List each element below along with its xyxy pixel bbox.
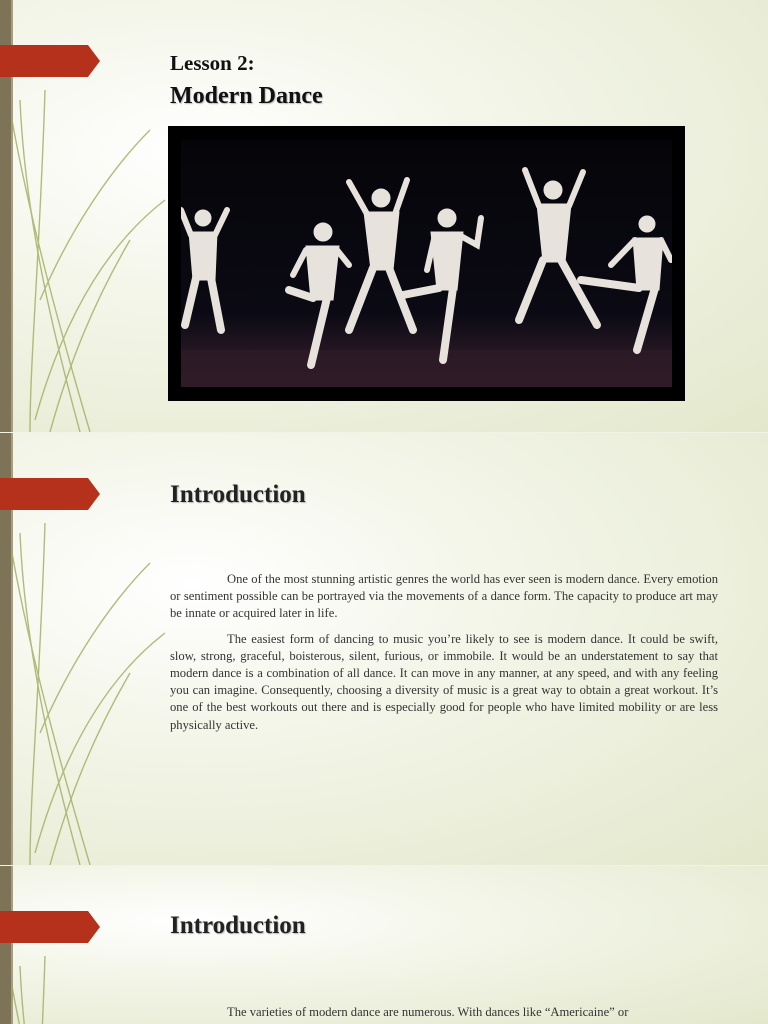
paragraph: The varieties of modern dance are numerous. With dances like “Americaine” or bbox=[227, 1005, 629, 1019]
slide-3 bbox=[0, 866, 768, 1024]
slide-body bbox=[170, 571, 718, 742]
slide-heading: Introduction bbox=[170, 481, 306, 508]
slide-1 bbox=[0, 0, 768, 432]
slide-arrow-marker bbox=[0, 478, 100, 510]
slide-arrow-marker bbox=[0, 911, 100, 943]
paragraph: One of the most stunning artistic genres the world has ever seen is modern dance. Every emotion or sentiment possible can be portrayed via the movements of a dance form. The capacity to produce art may be innate or acquired later in life. bbox=[170, 572, 718, 621]
slide-body bbox=[170, 1004, 718, 1024]
slide-2 bbox=[0, 433, 768, 865]
decorative-swirl bbox=[0, 866, 180, 1024]
slide-arrow-marker bbox=[0, 45, 100, 77]
slide-title: Modern Dance bbox=[170, 83, 323, 109]
slide-heading: Introduction bbox=[170, 912, 306, 939]
lesson-label: Lesson 2: bbox=[170, 51, 255, 75]
paragraph: The easiest form of dancing to music you’re likely to see is modern dance. It could be swift, slow, strong, graceful, boisterous, silent, furious, or immobile. It would be an understatement to say that modern dance is a combination of all dance. It can move in any manner, at any speed, and with any feeling you can imagine. Consequently, choosing a diversity of music is a great way to obtain a great workout. It’s one of the best workouts out there and is especially good for people who have limited mobility or are less physically active. bbox=[170, 631, 718, 732]
dancers-photo bbox=[168, 126, 685, 401]
dancers-photo-illustration bbox=[181, 140, 672, 387]
